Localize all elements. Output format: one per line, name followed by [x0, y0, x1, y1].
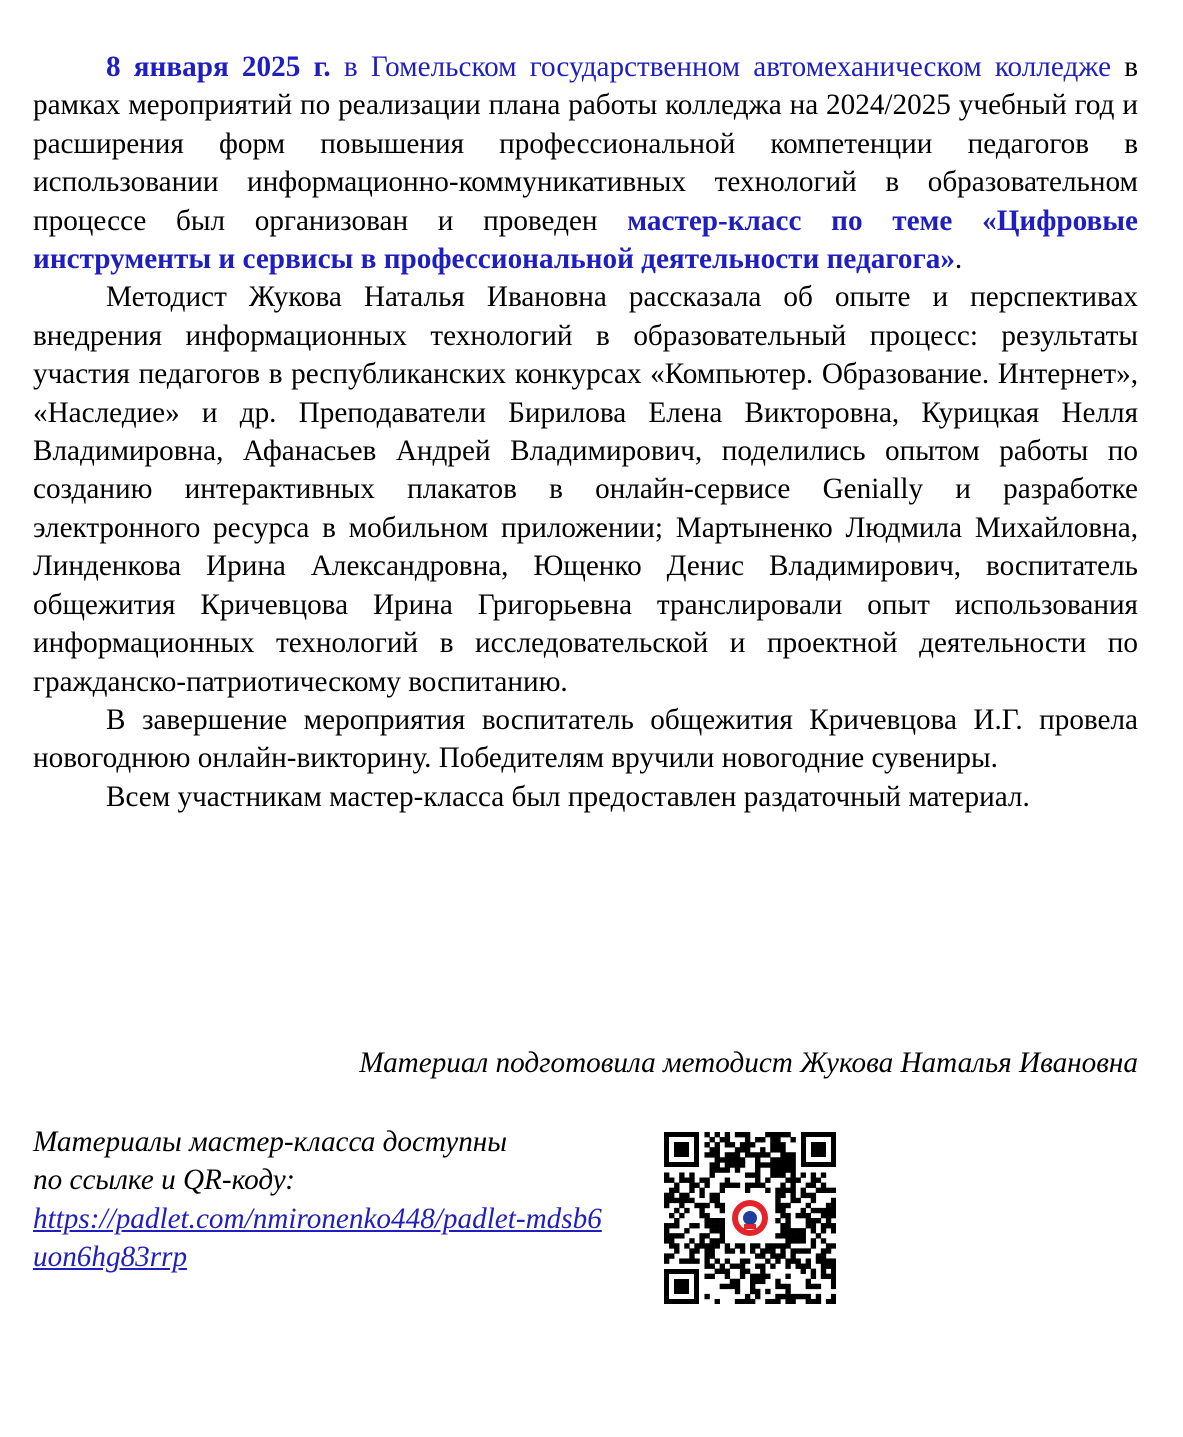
- paragraph-intro: [33, 48, 1138, 278]
- paragraph-quiz: В завершение мероприятия воспитатель общежития Кричевцова И.Г. провела новогоднюю онлайн-викторину. Победителям вручили новогодние сувениры.: [33, 703, 1138, 775]
- materials-note: [33, 1123, 613, 1277]
- qr-code-graphic: [664, 1132, 836, 1304]
- article-body: [33, 48, 1138, 816]
- materials-line-1: Материалы мастер-класса доступны: [33, 1126, 508, 1158]
- paragraph-participants: Методист Жукова Наталья Ивановна рассказала об опыте и перспективах внедрения информационных технологий в образовательный процесс: результаты участия педагогов в республиканских конкурсах «Компьютер. Образование. Интернет», «Наследие» и др. Преподаватели Бирилова Елена Викторовна, Курицкая Нелля Владимировна, Афанасьев Андрей Владимирович, поделились опытом работы по созданию интерактивных плакатов в онлайн-сервисе Genially и разработке электронного ресурса в мобильном приложении; Мартыненко Людмила Михайловна, Линденкова Ирина Александровна, Ющенко Денис Владимирович, воспитатель общежития Кричевцова Ирина Григорьевна транслировали опыт использования информационных технологий в исследовательской и проектной деятельности по гражданско-патриотическому воспитанию.: [33, 281, 1138, 698]
- paragraph-materials: Всем участникам мастер-класса был предоставлен раздаточный материал.: [106, 780, 1030, 813]
- author-signature: Материал подготовила методист Жукова Наталья Ивановна: [359, 1047, 1138, 1079]
- event-place: в Гомельском государственном автомеханическом колледже: [343, 51, 1112, 83]
- padlet-link[interactable]: https://padlet.com/nmironenko448/padlet-mdsb6uon6hg83rrp: [33, 1202, 602, 1274]
- intro-text: в рамках мероприятий по реализации плана работы колледжа на 2024/2025 учебный год и расширения форм повышения профессиональной компетенции педагогов в использовании информационно-коммуникативных технологий в образовательном процессе был организован и проведен: [33, 51, 1139, 237]
- masterclass-topic: мастер-класс по теме «Цифровые инструменты и сервисы в профессиональной деятельности педагога»: [33, 204, 1139, 276]
- intro-end: .: [954, 243, 963, 276]
- event-date: 8 января 2025 г.: [106, 51, 331, 83]
- materials-line-2: по ссылке и QR-коду:: [33, 1164, 296, 1197]
- qr-code-icon[interactable]: [664, 1132, 836, 1304]
